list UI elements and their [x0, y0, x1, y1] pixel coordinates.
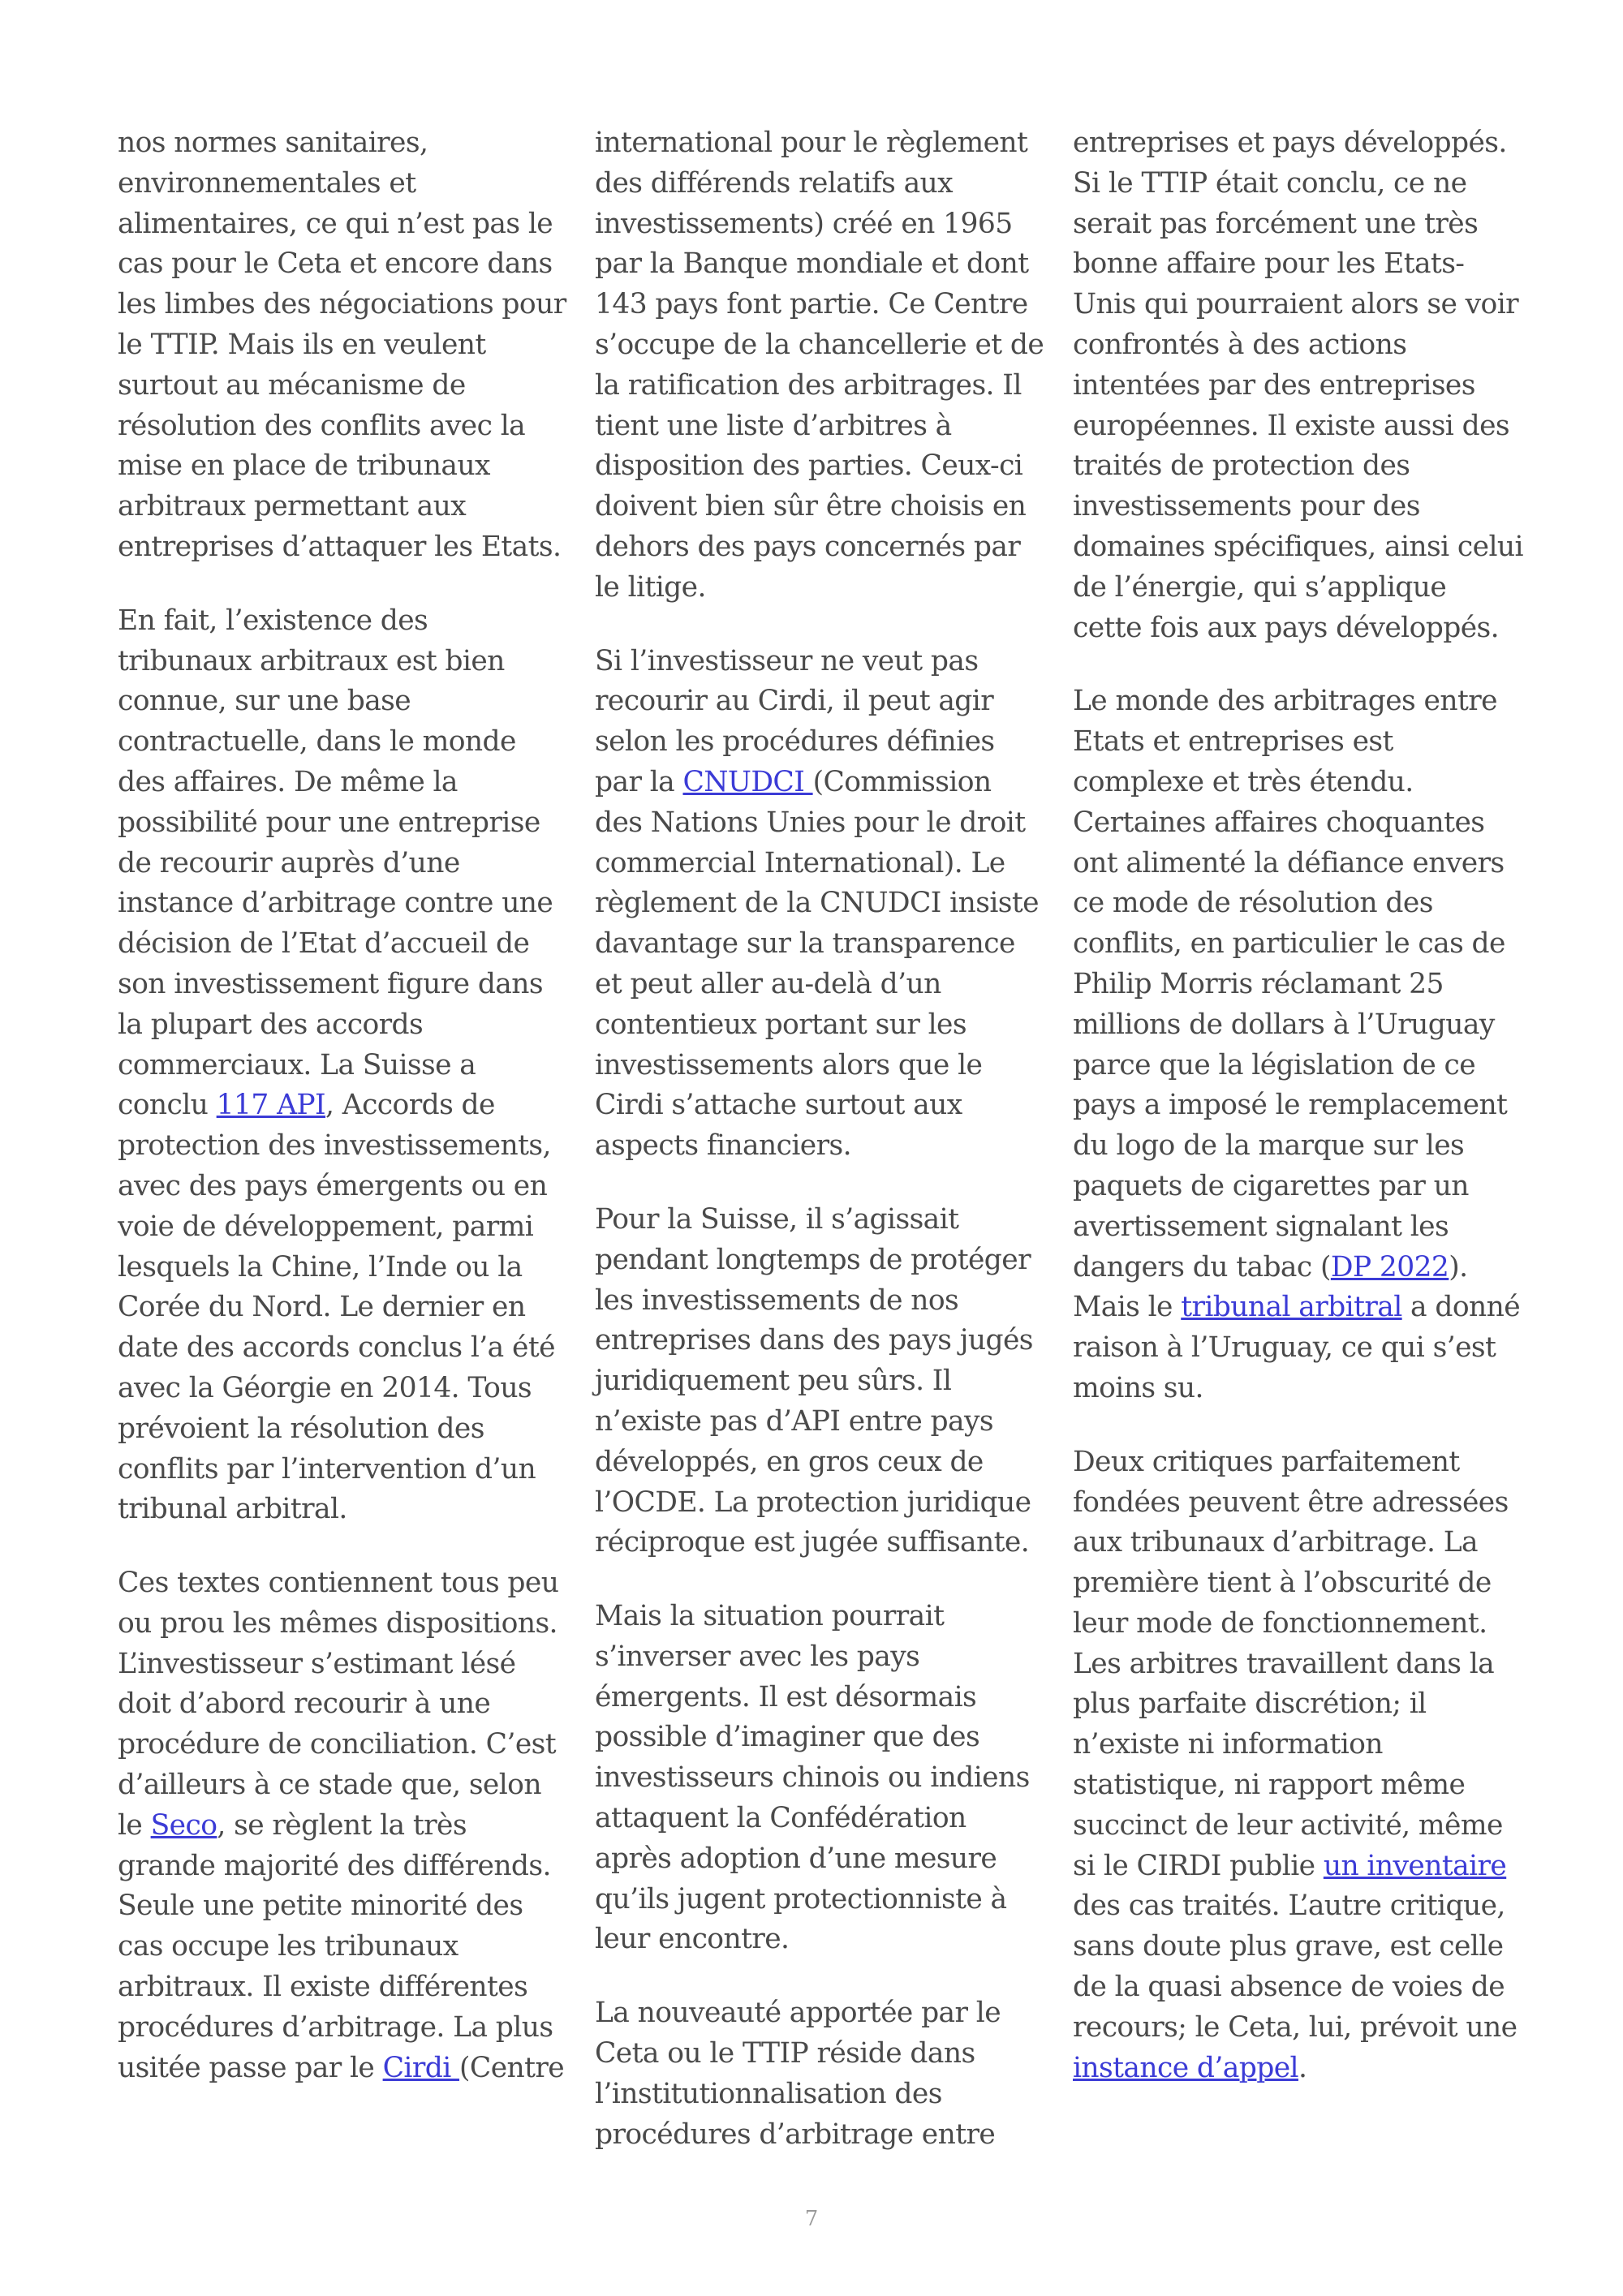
paragraph-text: Deux critiques parfaitement fondées peuvent être adressées aux tribunaux d’arbitrage. La première tient à l’obscurité de leur mode de fonctionnement. Les arbitres travaillent dans la plus parfaite discrétion; il n’existe ni information statistique, ni rapport même succinct de leur activité, même si le CIRDI publie: [1073, 1445, 1509, 1882]
link-cirdi[interactable]: Cirdi: [382, 2051, 460, 2084]
link-seco[interactable]: Seco: [150, 1808, 217, 1842]
paragraph: [118, 123, 568, 568]
paragraph: [595, 642, 1045, 1167]
paragraph: [595, 1200, 1045, 1563]
paragraph-text: des cas traités. L’autre critique, sans doute plus grave, est celle de la quasi absence de voies de recours; le Ceta, lui, prévoit une: [1073, 1890, 1518, 2044]
paragraph-text: En fait, l’existence des tribunaux arbitraux est bien connue, sur une base contractuelle, dans le monde des affaires. De même la possibilité pour une entreprise de recourir auprès d’une instance d’arbitrage contre une décision de l’Etat d’accueil de son investissement figure dans la plupart des accords commerciaux. La Suisse a conclu: [118, 604, 553, 1122]
paragraph-text: ). Mais le: [1073, 1250, 1468, 1324]
paragraph-text: entreprises et pays développés. Si le TTIP était conclu, ce ne serait pas forcément une très bonne affaire pour les Etats-Unis qui pourraient alors se voir confrontés à des actions intentées par des entreprises européennes. Il existe aussi des traités de protection des investissements pour des domaines spécifiques, ainsi celui de l’énergie, qui s’applique cette fois aux pays développés.: [1073, 127, 1523, 644]
link-117-api[interactable]: 117 API: [216, 1089, 326, 1122]
paragraph: [118, 1563, 568, 2088]
paragraph: [1073, 1443, 1523, 2089]
paragraph: [595, 1597, 1045, 1960]
paragraph-text: (Commission des Nations Unies pour le droit commercial International). Le règlement de la CNUDCI insiste davantage sur la transparence et peut aller au-delà d’un contentieux portant sur les investissements alors que le Cirdi s’attache surtout aux aspects financiers.: [595, 765, 1039, 1163]
paragraph-text: Le monde des arbitrages entre Etats et entreprises est complexe et très étendu. Certaines affaires choquantes ont alimenté la défiance envers ce mode de résolution des conflits, en particulier le cas de Philip Morris réclamant 25 millions de dollars à l’Uruguay parce que la législation de ce pays a imposé le remplacement du logo de la marque sur les paquets de cigarettes par un avertissement signalant les dangers du tabac (: [1073, 685, 1508, 1283]
paragraph-text: Si l’investisseur ne veut pas recourir au Cirdi, il peut agir selon les procédures définies par la: [595, 644, 995, 798]
paragraph-text: Ces textes contiennent tous peu ou prou les mêmes dispositions. L’investisseur s’estimant lésé doit d’abord recourir à une procédure de conciliation. C’est d’ailleurs à ce stade que, selon le: [118, 1567, 559, 1842]
paragraph-text: , Accords de protection des investissements, avec des pays émergents ou en voie de développement, parmi lesquels la Chine, l’Inde ou la Corée du Nord. Le dernier en date des accords conclus l’a été avec la Géorgie en 2014. Tous prévoient la résolution des conflits par l’intervention d’un tribunal arbitral.: [118, 1089, 555, 1526]
text-column-3: [1073, 123, 1523, 2122]
paragraph: [118, 601, 568, 1530]
text-column-2: [595, 123, 1045, 2188]
paragraph-text: a donné raison à l’Uruguay, ce qui s’est moins su.: [1073, 1291, 1521, 1404]
paragraph: [595, 1993, 1045, 2155]
paragraph: [1073, 681, 1523, 1408]
paragraph-text: international pour le règlement des différends relatifs aux investissements) créé en 1965 par la Banque mondiale et dont 143 pays font partie. Ce Centre s’occupe de la chancellerie et de la ratification des arbitrages. Il tient une liste d’arbitres à disposition des parties. Ceux-ci doivent bien sûr être choisis en dehors des pays concernés par le litige.: [595, 127, 1044, 604]
link-instance-appel[interactable]: instance d’appel: [1073, 2051, 1298, 2084]
text-column-1: [118, 123, 568, 2122]
paragraph-text: , se règlent la très grande majorité des différends. Seule une petite minorité des cas occupe les tribunaux arbitraux. Il existe différentes procédures d’arbitrage. La plus usitée passe par le: [118, 1808, 553, 2084]
link-dp-2022[interactable]: DP 2022: [1330, 1250, 1449, 1283]
paragraph-text: .: [1298, 2051, 1307, 2084]
paragraph: [1073, 123, 1523, 648]
link-cnudci[interactable]: CNUDCI: [682, 765, 813, 798]
paragraph-text: La nouveauté apportée par le Ceta ou le TTIP réside dans l’institutionnalisation des procédures d’arbitrage entre: [595, 1997, 1001, 2151]
paragraph-text: Mais la situation pourrait s’inverser avec les pays émergents. Il est désormais possible d’imaginer que des investisseurs chinois ou indiens attaquent la Confédération après adoption d’une mesure qu’ils jugent protectionniste à leur encontre.: [595, 1600, 1030, 1956]
paragraph-text: (Centre: [459, 2051, 565, 2084]
link-tribunal-arbitral[interactable]: tribunal arbitral: [1181, 1291, 1402, 1324]
paragraph-text: nos normes sanitaires, environnementales et alimentaires, ce qui n’est pas le cas pour le Ceta et encore dans les limbes des négociations pour le TTIP. Mais ils en veulent surtout au mécanisme de résolution des conflits avec la mise en place de tribunaux arbitraux permettant aux entreprises d’attaquer les Etats.: [118, 127, 566, 563]
page-number: 7: [804, 2207, 819, 2231]
link-inventaire[interactable]: un inventaire: [1323, 1849, 1507, 1882]
paragraph: [595, 123, 1045, 608]
paragraph-text: Pour la Suisse, il s’agissait pendant longtemps de protéger les investissements de nos entreprises dans des pays jugés juridiquement peu sûrs. Il n’existe pas d’API entre pays développés, en gros ceux de l’OCDE. La protection juridique réciproque est jugée suffisante.: [595, 1202, 1033, 1559]
